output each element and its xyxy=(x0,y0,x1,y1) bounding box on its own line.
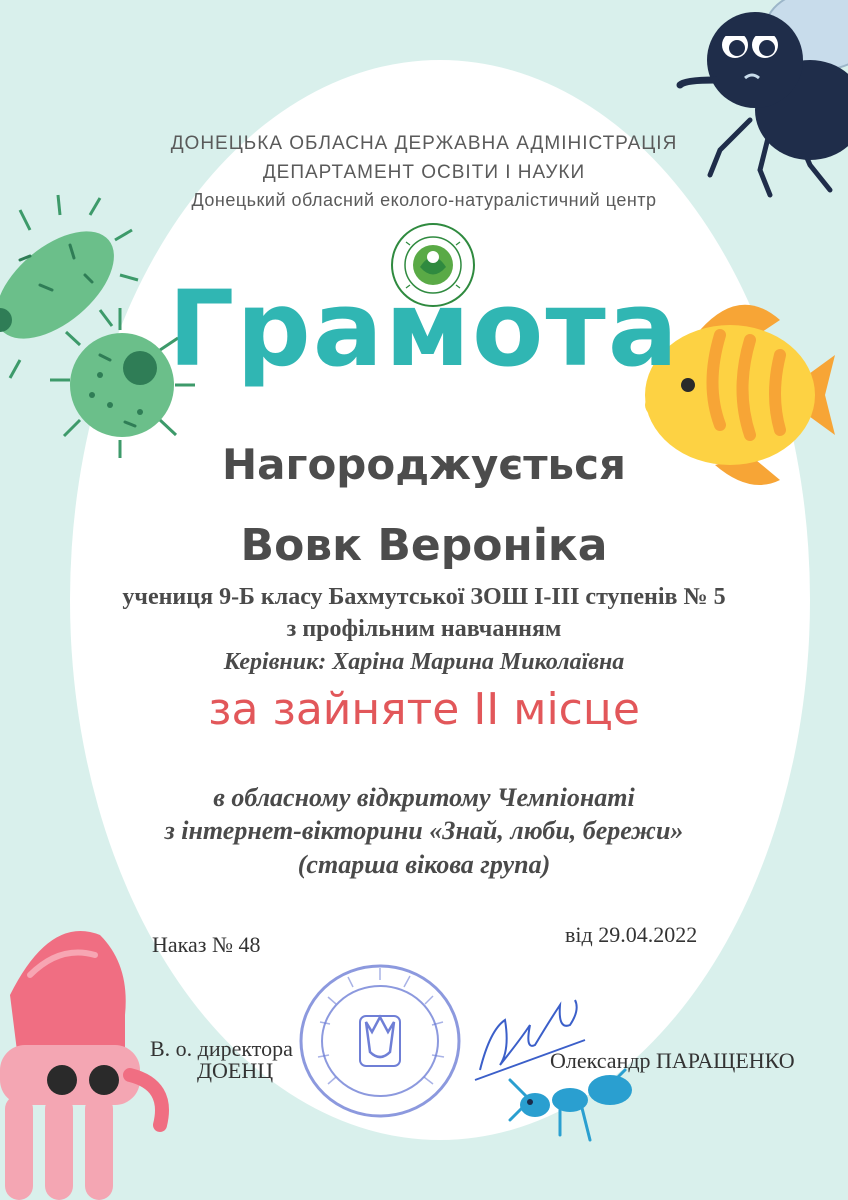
recipient-school-cont: з профільним навчанням xyxy=(286,616,562,642)
certificate-title: Грамота xyxy=(168,268,680,390)
header-line-3: Донецький обласний еколого-натуралістичний центр xyxy=(191,190,657,210)
order-number: Наказ № 48 xyxy=(152,932,261,957)
signatory-name: Олександр ПАРАЩЕНКО xyxy=(550,1048,795,1073)
signatory-role: В. о. директора xyxy=(150,1036,293,1061)
recipient-name: Вовк Вероніка xyxy=(240,520,608,571)
signatory-organization: ДОЕНЦ xyxy=(197,1058,274,1083)
header-line-2: ДЕПАРТАМЕНТ ОСВІТИ І НАУКИ xyxy=(262,162,586,183)
award-heading: Нагороджується xyxy=(222,440,626,489)
recipient-school: учениця 9-Б класу Бахмутської ЗОШ І-ІІІ ступенів № 5 xyxy=(122,584,726,610)
order-date: від 29.04.2022 xyxy=(565,922,698,947)
place-text: за зайняте ІІ місце xyxy=(208,684,640,735)
header-line-1: ДОНЕЦЬКА ОБЛАСНА ДЕРЖАВНА АДМІНІСТРАЦІЯ xyxy=(170,133,678,154)
event-line-2: з інтернет-вікторини «Знай, люби, бережи» xyxy=(164,816,684,845)
official-stamp xyxy=(298,962,462,1120)
event-line-3: (старша вікова група) xyxy=(297,850,551,879)
handwritten-signature xyxy=(470,990,590,1090)
supervisor: Керівник: Харіна Марина Миколаївна xyxy=(223,649,625,675)
event-line-1: в обласному відкритому Чемпіонаті xyxy=(213,783,635,812)
squid-illustration xyxy=(0,925,175,1200)
